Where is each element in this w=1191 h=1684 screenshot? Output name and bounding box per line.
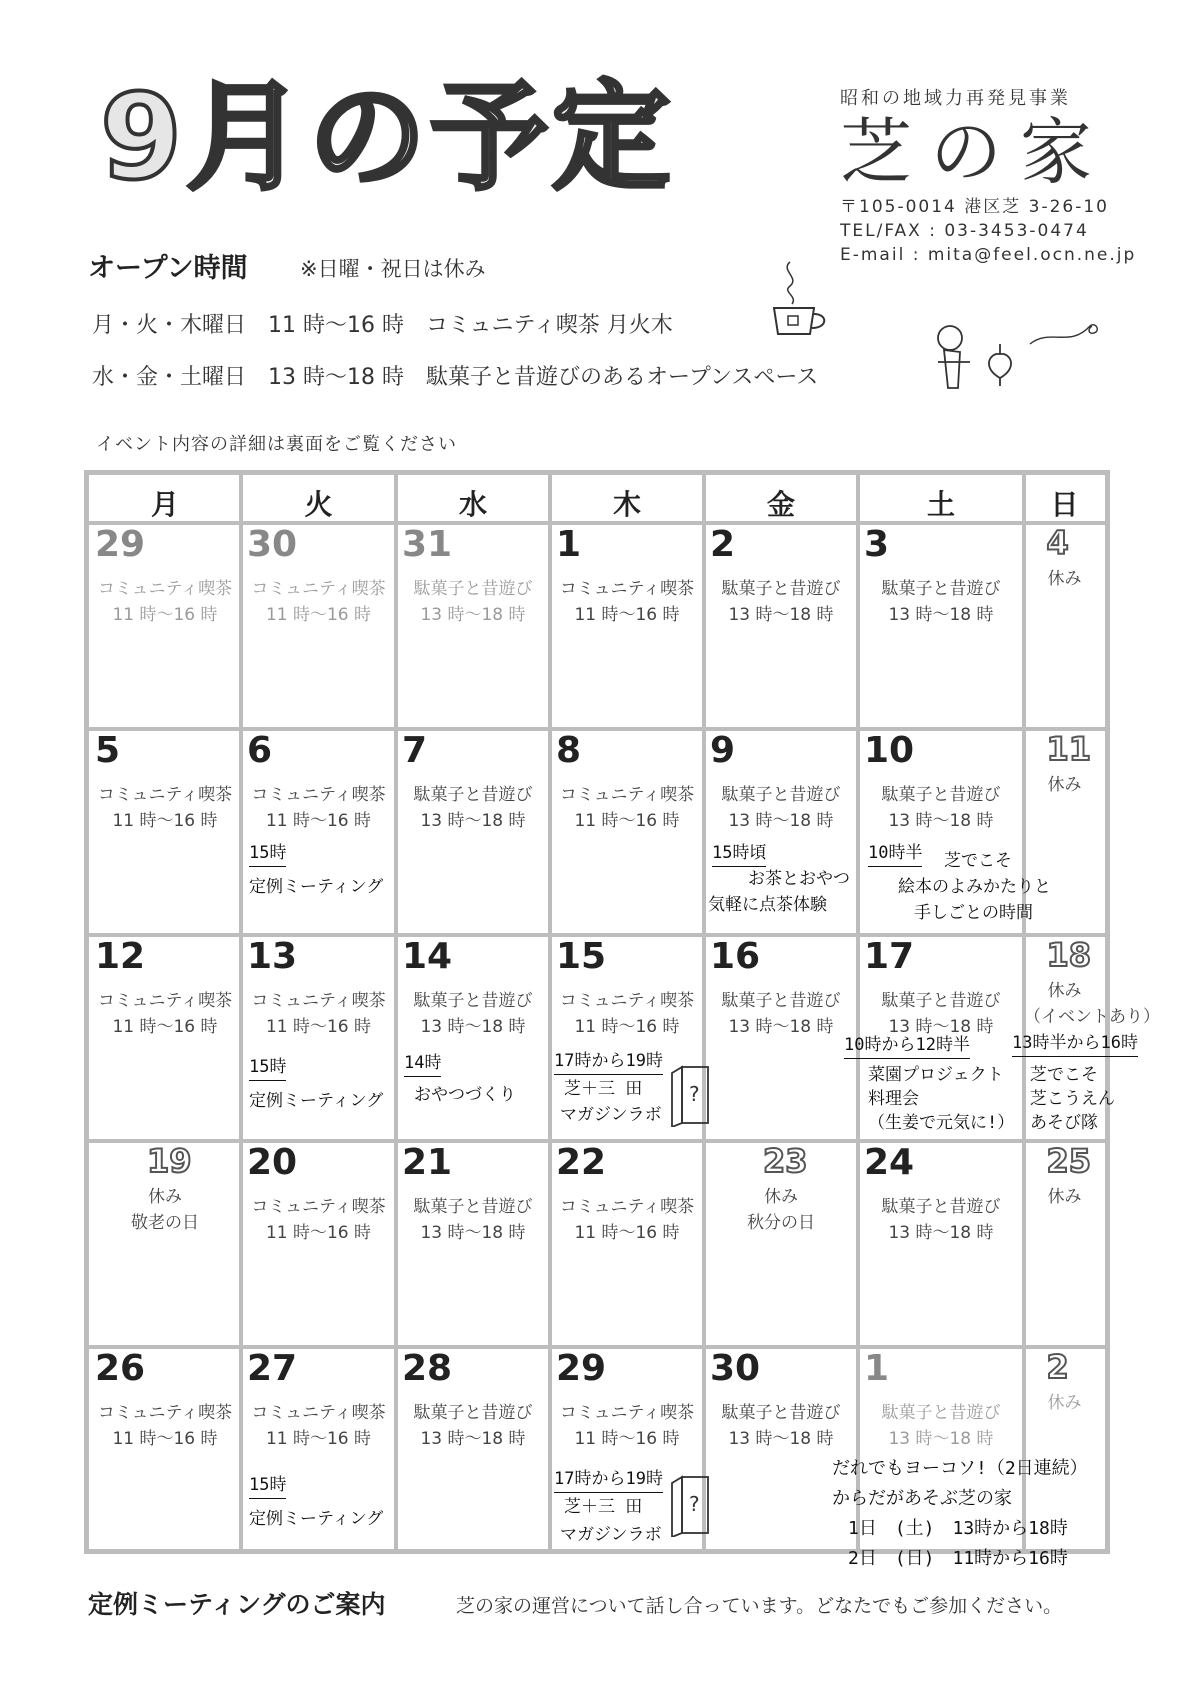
event-note-text: 料理会: [868, 1089, 919, 1109]
day-activity: 駄菓子と昔遊び: [881, 1197, 1001, 1217]
event-note-text: 13時半から16時: [1012, 1031, 1138, 1057]
weekday-header: 火: [304, 488, 333, 521]
handwritten-event-note: [868, 1063, 1004, 1088]
day-hours: 11 時〜16 時: [112, 605, 218, 625]
calendar-day-cell: [241, 523, 396, 729]
day-hours: 13 時〜18 時: [728, 1429, 834, 1449]
day-hours: 13 時〜18 時: [888, 605, 994, 625]
event-note-text: あそび隊: [1030, 1113, 1098, 1133]
calendar-day-cell: [858, 523, 1024, 729]
event-note-text: 15時頃: [712, 841, 766, 867]
day-activity: コミュニティ喫茶: [97, 579, 233, 599]
day-activity: 休み: [1047, 1393, 1082, 1413]
weekend-event-line-1: だれでもヨーコソ!（2日連続）: [832, 1458, 1088, 1479]
handwritten-event-note: [868, 1087, 919, 1112]
calendar-day-cell: [550, 523, 704, 729]
event-note-text: お茶とおやつ: [748, 869, 850, 889]
handwritten-event-note: [844, 1033, 970, 1059]
svg-text:?: ?: [689, 1082, 700, 1106]
handwritten-event-note: [249, 1089, 383, 1114]
handwritten-event-note: [868, 841, 922, 867]
event-note-text: 14時: [404, 1051, 441, 1077]
handwritten-event-note: [404, 1051, 441, 1077]
day-number: 28: [402, 1348, 453, 1389]
weekday-header: 金: [766, 488, 795, 521]
day-number: 29: [556, 1348, 607, 1389]
day-hours: 11 時〜16 時: [265, 1223, 372, 1243]
day-activity: コミュニティ喫茶: [97, 785, 233, 805]
handwritten-event-note: [554, 1467, 663, 1493]
handwritten-event-note: [414, 1083, 516, 1108]
day-number: 30: [710, 1348, 761, 1389]
org-name: 芝の家: [840, 110, 1111, 194]
day-number: 16: [710, 936, 761, 977]
event-note-text: 絵本のよみかたりと: [898, 877, 1051, 897]
day-number: 21: [402, 1142, 453, 1183]
footer-text: 芝の家の運営について話し合っています。どなたでもご参加ください。: [456, 1595, 1063, 1617]
day-number: 6: [247, 730, 273, 771]
toys-icon: [930, 318, 1110, 398]
event-note-text: 定例ミーティング: [249, 1509, 384, 1529]
day-number: 9: [710, 730, 736, 771]
calendar-day-cell: [241, 729, 396, 935]
day-number: 22: [556, 1142, 607, 1183]
day-activity: コミュニティ喫茶: [251, 1197, 386, 1217]
event-note-text: マガジンラボ: [560, 1525, 662, 1545]
weekday-header: 月: [150, 488, 179, 521]
handwritten-event-note: [249, 1055, 286, 1081]
day-number: 17: [864, 936, 915, 977]
day-hours: 11 時〜16 時: [574, 1017, 680, 1037]
day-activity: コミュニティ喫茶: [559, 1197, 695, 1217]
day-number: 2: [710, 524, 736, 565]
org-address: 〒105-0014 港区芝 3-26-10: [840, 197, 1110, 217]
weekend-event-line-2: からだがあそぶ芝の家: [832, 1488, 1012, 1509]
calendar-day-cell: [1024, 729, 1105, 935]
calendar-day-cell: [858, 1141, 1024, 1347]
day-activity: 休み: [764, 1187, 798, 1207]
day-number: 31: [402, 524, 453, 565]
day-number: 1: [556, 524, 582, 565]
handwritten-event-note: [249, 1507, 383, 1532]
day-hours: 13 時〜18 時: [728, 1017, 834, 1037]
weekend-event-line-3: 1日 (土) 13時から18時: [848, 1518, 1068, 1539]
handwritten-event-note: [249, 1473, 286, 1499]
handwritten-event-note: [249, 875, 383, 900]
day-activity: コミュニティ喫茶: [97, 1403, 233, 1423]
calendar-day-cell: [550, 729, 704, 935]
day-number: 11: [1046, 730, 1092, 768]
org-email: E-mail : mita@feel.ocn.ne.jp: [840, 245, 1137, 265]
event-note-text: 菜園プロジェクト: [868, 1065, 1004, 1085]
day-activity: コミュニティ喫茶: [559, 991, 695, 1011]
handwritten-event-note: [1030, 1087, 1115, 1112]
day-hours: 13 時〜18 時: [420, 605, 526, 625]
day-hours: 13 時〜18 時: [420, 1429, 526, 1449]
calendar-day-cell: [550, 1347, 704, 1549]
day-activity: コミュニティ喫茶: [559, 785, 695, 805]
handwritten-event-note: [249, 841, 286, 867]
handwritten-event-note: [560, 1103, 662, 1128]
day-activity: 駄菓子と昔遊び: [881, 579, 1001, 599]
calendar-day-cell: [89, 935, 241, 1141]
svg-text:?: ?: [689, 1492, 700, 1516]
calendar-day-cell: [241, 1347, 396, 1549]
event-note-text: （生姜で元気に!）: [868, 1113, 1015, 1133]
day-number: 30: [247, 524, 298, 565]
day-activity: 駄菓子と昔遊び: [721, 785, 841, 805]
day-activity: 休み: [1047, 1187, 1082, 1207]
day-hours: 11 時〜16 時: [112, 811, 218, 831]
day-hours: 13 時〜18 時: [888, 1223, 994, 1243]
handwritten-event-note: [564, 1077, 642, 1102]
calendar-day-cell: [858, 729, 1051, 935]
day-number: 23: [763, 1142, 808, 1180]
day-number: 18: [1046, 936, 1092, 974]
calendar-day-cell: [89, 523, 241, 729]
event-note-text: 芝＋三 田: [564, 1079, 643, 1099]
day-hours: 13 時〜18 時: [888, 811, 994, 831]
day-number: 7: [402, 730, 428, 771]
day-hours: 11 時〜16 時: [574, 605, 680, 625]
day-hours: 13 時〜18 時: [420, 1017, 526, 1037]
handwritten-event-note: [1012, 1031, 1138, 1057]
day-hours: 11 時〜16 時: [112, 1429, 218, 1449]
day-activity: コミュニティ喫茶: [251, 579, 386, 599]
day-number: 3: [864, 524, 890, 565]
day-number: 24: [864, 1142, 915, 1183]
weekday-header: 木: [612, 488, 641, 521]
event-note-text: 気軽に点茶体験: [708, 895, 827, 915]
day-activity: 駄菓子と昔遊び: [413, 1197, 533, 1217]
handwritten-event-note: [564, 1495, 642, 1520]
org-info: [840, 84, 1140, 265]
day-number: 10: [864, 730, 915, 771]
day-hours: 敬老の日: [131, 1213, 199, 1233]
day-hours: 11 時〜16 時: [265, 1017, 372, 1037]
handwritten-event-note: [712, 841, 766, 867]
day-hours: 13 時〜18 時: [420, 1223, 526, 1243]
day-hours: 11 時〜16 時: [574, 1223, 680, 1243]
footer-heading: 定例ミーティングのご案内: [88, 1590, 386, 1619]
day-number: 12: [95, 936, 146, 977]
day-number: 25: [1046, 1142, 1092, 1180]
schedule-line-1: 月・火・木曜日 11 時〜16 時 コミュニティ喫茶 月火木: [92, 313, 673, 338]
calendar-day-cell: [1024, 523, 1105, 729]
weekday-header: 水: [458, 488, 487, 521]
calendar-day-cell: [704, 523, 858, 729]
handwritten-event-note: [748, 867, 850, 892]
event-note-text: 10時から12時半: [844, 1033, 970, 1059]
day-number: 4: [1046, 524, 1069, 562]
day-hours: 13 時〜18 時: [420, 811, 526, 831]
calendar-day-cell: [396, 523, 550, 729]
day-number: 20: [247, 1142, 298, 1183]
day-activity: 駄菓子と昔遊び: [881, 1403, 1001, 1423]
day-activity: 駄菓子と昔遊び: [881, 991, 1001, 1011]
calendar-day-cell: [1012, 935, 1160, 1141]
day-activity: 駄菓子と昔遊び: [413, 1403, 533, 1423]
day-activity: 駄菓子と昔遊び: [721, 991, 841, 1011]
open-hours-heading: オープン時間: [88, 253, 248, 284]
day-activity: コミュニティ喫茶: [559, 1403, 695, 1423]
handwritten-event-note: [1030, 1111, 1098, 1136]
details-notice: イベント内容の詳細は裏面をご覧ください: [96, 434, 457, 455]
event-note-text: 10時半: [868, 841, 922, 867]
org-subtitle: 昭和の地域力再発見事業: [840, 88, 1071, 109]
event-note-text: 芝でこそ: [944, 851, 1012, 871]
event-note-text: マガジンラボ: [560, 1105, 662, 1125]
calendar-day-cell: [89, 1347, 241, 1549]
calendar-day-cell: [844, 935, 1024, 1141]
event-note-text: 定例ミーティング: [249, 877, 384, 897]
open-hours-note: ※日曜・祝日は休み: [300, 257, 486, 281]
day-hours: （イベントあり）: [1024, 1007, 1160, 1027]
calendar-day-cell: [396, 1347, 550, 1549]
calendar-day-cell: [396, 1141, 550, 1347]
calendar-day-cell: [704, 1347, 858, 1549]
calendar-day-cell: [1024, 1141, 1105, 1347]
day-number: 8: [556, 730, 582, 771]
handwritten-event-note: [560, 1523, 662, 1548]
event-note-text: 15時: [249, 1473, 286, 1499]
coffee-cup-icon: [770, 252, 832, 338]
handwritten-event-note: [1030, 1063, 1098, 1088]
event-note-text: おやつづくり: [414, 1085, 516, 1105]
day-activity: 休み: [148, 1187, 182, 1207]
day-activity: 駄菓子と昔遊び: [721, 579, 841, 599]
page-title: 9月の予定: [100, 68, 675, 206]
calendar-day-cell: [241, 935, 396, 1141]
calendar-day-cell: [89, 729, 241, 935]
day-hours: 11 時〜16 時: [574, 1429, 680, 1449]
day-number: 15: [556, 936, 607, 977]
calendar-day-cell: [396, 729, 550, 935]
weekday-header: 土: [926, 488, 955, 521]
calendar-day-cell: [704, 935, 858, 1141]
day-activity: コミュニティ喫茶: [251, 991, 386, 1011]
handwritten-event-note: [708, 893, 827, 918]
day-hours: 11 時〜16 時: [112, 1017, 218, 1037]
day-activity: コミュニティ喫茶: [251, 785, 386, 805]
event-note-text: 17時から19時: [554, 1467, 663, 1493]
handwritten-event-note: [914, 901, 1033, 926]
day-hours: 13 時〜18 時: [728, 811, 834, 831]
day-number: 27: [247, 1348, 298, 1389]
handwritten-event-note: [554, 1049, 663, 1075]
day-number: 29: [95, 524, 146, 565]
weekend-event-line-4: 2日 (日) 11時から16時: [848, 1548, 1068, 1569]
event-note-text: 定例ミーティング: [249, 1091, 384, 1111]
day-hours: 11 時〜16 時: [574, 811, 680, 831]
event-note-text: 17時から19時: [554, 1049, 663, 1075]
calendar-day-cell: [550, 935, 704, 1141]
event-note-text: 手しごとの時間: [914, 903, 1033, 923]
calendar-day-cell: [550, 1141, 704, 1347]
schedule-line-2: 水・金・土曜日 13 時〜18 時 駄菓子と昔遊びのあるオープンスペース: [92, 365, 819, 390]
org-tel: TEL/FAX : 03-3453-0474: [840, 221, 1089, 241]
calendar-day-cell: [241, 1141, 396, 1347]
day-number: 5: [95, 730, 121, 771]
day-activity: コミュニティ喫茶: [251, 1403, 386, 1423]
day-number: 26: [95, 1348, 146, 1389]
day-hours: 13 時〜18 時: [888, 1429, 994, 1449]
day-hours: 13 時〜18 時: [728, 605, 834, 625]
day-activity: 駄菓子と昔遊び: [413, 785, 533, 805]
day-activity: 休み: [1047, 981, 1082, 1001]
calendar-day-cell: [89, 1141, 241, 1347]
day-number: 2: [1046, 1348, 1069, 1386]
calendar-day-cell: [396, 935, 550, 1141]
event-note-text: 15時: [249, 841, 286, 867]
day-hours: 11 時〜16 時: [265, 811, 372, 831]
weekday-header: 日: [1050, 488, 1079, 521]
event-note-text: 芝でこそ: [1030, 1065, 1098, 1085]
event-note-text: 芝こうえん: [1030, 1089, 1115, 1109]
calendar-day-cell: [704, 1141, 858, 1347]
handwritten-event-note: [868, 1111, 1014, 1136]
day-hours: 秋分の日: [747, 1213, 815, 1233]
day-activity: 休み: [1047, 569, 1082, 589]
event-note-text: 15時: [249, 1055, 286, 1081]
day-activity: 駄菓子と昔遊び: [721, 1403, 841, 1423]
day-number: 19: [147, 1142, 192, 1180]
calendar-grid: [84, 470, 1160, 1554]
day-hours: 11 時〜16 時: [265, 605, 372, 625]
day-hours: 13 時〜18 時: [888, 1017, 994, 1037]
day-activity: 駄菓子と昔遊び: [413, 991, 533, 1011]
day-number: 1: [864, 1348, 890, 1389]
day-hours: 11 時〜16 時: [265, 1429, 372, 1449]
day-activity: コミュニティ喫茶: [97, 991, 233, 1011]
event-note-text: 芝＋三 田: [564, 1497, 643, 1517]
day-activity: 駄菓子と昔遊び: [413, 579, 533, 599]
day-activity: 休み: [1047, 775, 1082, 795]
day-activity: コミュニティ喫茶: [559, 579, 695, 599]
calendar-day-cell: [704, 729, 858, 935]
day-activity: 駄菓子と昔遊び: [881, 785, 1001, 805]
handwritten-event-note: [944, 849, 1012, 874]
day-number: 14: [402, 936, 453, 977]
day-number: 13: [247, 936, 298, 977]
